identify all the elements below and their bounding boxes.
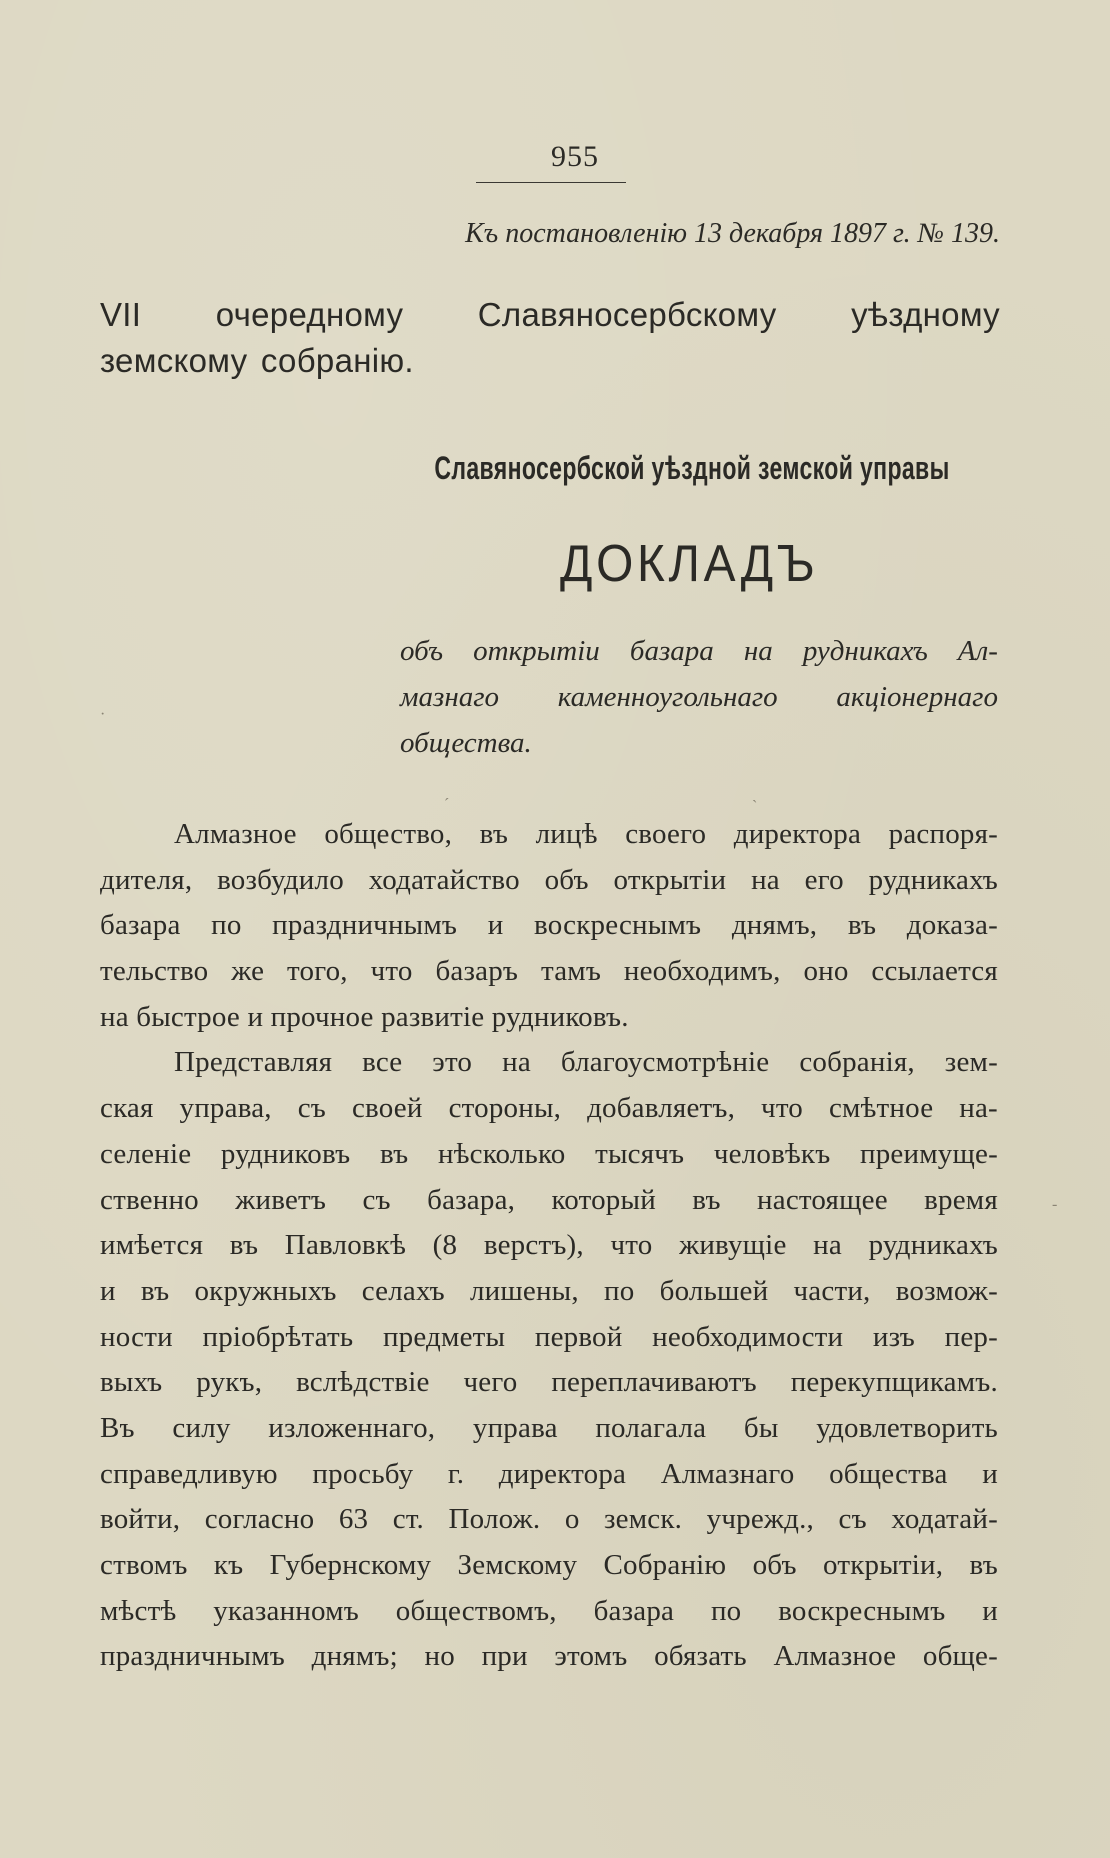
body-line: ствомъ къ Губернскому Земскому Собранію объ открытіи, въ [100,1549,998,1581]
report-body [100,812,998,1680]
addressee-word: Славяносербскому [477,296,777,333]
body-line: выхъ рукъ, вслѣдствіе чего переплачиваютъ перекупщикамъ. [100,1366,998,1399]
body-line: селеніе рудниковъ въ нѣсколько тысячъ человѣкъ преимуще- [100,1137,998,1170]
page-number: 955 [551,140,599,173]
subject-word: рудникахъ [802,635,928,667]
report-heading: ДОКЛАДЪ [560,535,819,593]
subject-word: объ [400,635,444,667]
scan-speck: - [1052,1196,1058,1213]
paragraph-2 [100,1040,998,1680]
scan-speck: · [100,706,106,723]
addressee-line-2: земскому собранію. [100,342,414,379]
body-line: Алмазное общество, въ лицѣ своего директора распоря- [174,818,998,850]
report-subject-line [400,628,998,674]
body-line: Въ силу изложеннаго, управа полагала бы удовлетворить [100,1411,998,1444]
scan-speck: ˊ [444,796,450,813]
subject-word: базара [629,635,714,667]
body-line: мѣстѣ указанномъ обществомъ, базара по воскреснымъ и [100,1594,998,1627]
addressee-word: уѣздному [851,296,1000,333]
body-line: справедливую просьбу г. директора Алмазнаго общества и [100,1457,998,1490]
subject-word: открытіи [473,635,600,667]
scan-speck: ˏ [752,786,758,803]
body-line: имѣется въ Павловкѣ (8 верстъ), что живущіе на рудникахъ [100,1229,998,1262]
body-line: праздничнымъ днямъ; но при этомъ обязать Алмазное обще- [100,1640,998,1673]
body-line: тельство же того, что базаръ тамъ необходимъ, оно ссылается [100,955,998,988]
body-line: дителя, возбудило ходатайство объ открытіи на его рудникахъ [100,863,998,896]
addressee-word: VII [100,296,142,333]
addressee [100,292,1000,384]
report-subject-line: общества. [400,727,532,759]
subject-word: Ал- [957,635,998,667]
body-line: Представляя все это на благоусмотрѣніе собранія, зем- [174,1046,998,1079]
subject-word: каменноугольнаго [557,681,778,713]
body-line: и въ окружныхъ селахъ лишены, по большей части, возмож- [100,1274,998,1307]
subject-word: мазнаго [400,681,500,713]
body-line: на быстрое и прочное развитіе рудниковъ. [100,1000,629,1033]
report-subject [400,628,998,766]
body-line: ности пріобрѣтать предметы первой необходимости изъ пер- [100,1320,998,1353]
body-line: войти, согласно 63 ст. Полож. о земск. учрежд., съ ходатай- [100,1503,998,1536]
board-name: Славяносербской уѣздной земской управы [434,450,950,486]
body-line: ственно живетъ съ базара, который въ настоящее время [100,1183,998,1216]
addressee-word: очередному [215,296,404,333]
body-line: ская управа, съ своей стороны, добавляетъ, что смѣтное на- [100,1092,998,1125]
paragraph-1 [100,812,998,1040]
report-subject-line [400,674,998,720]
subject-word: на [743,635,773,667]
subject-word: акціонернаго [836,681,998,713]
resolution-reference: Къ постановленію 13 декабря 1897 г. № 139. [465,218,1000,249]
body-line: базара по праздничнымъ и воскреснымъ днямъ, въ доказа- [100,909,998,942]
page-number-rule [476,182,626,183]
addressee-line-1 [100,292,1000,338]
